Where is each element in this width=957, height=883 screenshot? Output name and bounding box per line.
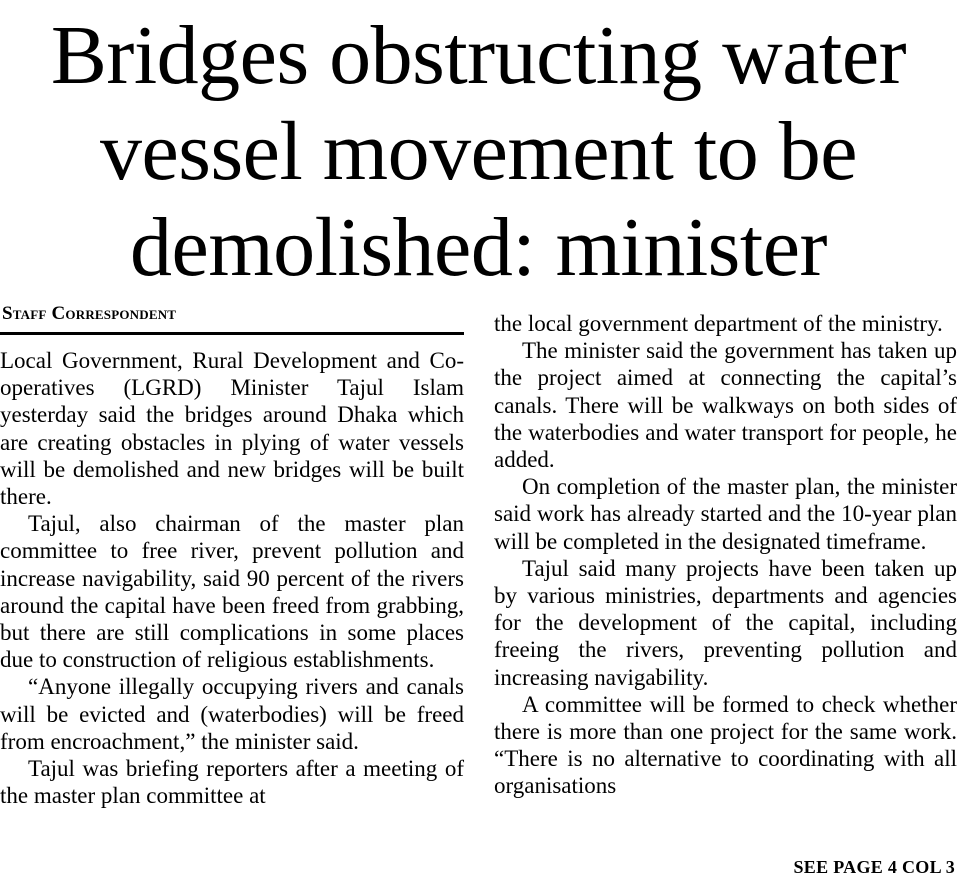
byline-divider xyxy=(0,332,464,335)
byline: Staff Correspondent xyxy=(2,303,177,324)
left-paragraph-2: Tajul, also chairman of the master plan committee to free river, prevent pollution and increase navigability, said 90 percent of the rivers around the capital have been freed from grabbing, but there are still complications in some places due to construction of religious establishments. xyxy=(0,511,464,673)
right-paragraph-2: The minister said the government has taken up the project aimed at connecting the capital’s canals. There will be walkways on both sides of the waterbodies and water transport for people, he added. xyxy=(494,338,957,473)
left-paragraph-3: “Anyone illegally occupying rivers and canals will be evicted and (waterbodies) will be freed from encroachment,” the minister said. xyxy=(0,674,464,754)
right-paragraph-5: A committee will be formed to check whether there is more than one project for the same work. “There is no alternative to coordinating with all organisations xyxy=(494,691,957,799)
left-paragraph-1: Local Government, Rural Development and Co-operatives (LGRD) Minister Tajul Islam yesterday said the bridges around Dhaka which are creating obstacles in plying of water vessels will be demolished and new bridges will be built there. xyxy=(0,348,464,510)
left-column xyxy=(0,347,464,809)
article-headline xyxy=(0,8,957,296)
left-paragraph-4: Tajul was briefing reporters after a meeting of the master plan committee at xyxy=(0,756,464,809)
right-column xyxy=(494,310,957,800)
continuation-jump-line: SEE PAGE 4 COL 3 xyxy=(793,857,955,877)
right-paragraph-4: Tajul said many projects have been taken up by various ministries, departments and agencies for the development of the capital, including freeing the rivers, preventing pollution and increasing navigability. xyxy=(494,555,957,690)
right-paragraph-3: On completion of the master plan, the minister said work has already started and the 10-year plan will be completed in the designated timeframe. xyxy=(494,474,957,554)
headline-line-3: demolished: minister xyxy=(130,201,827,294)
right-paragraph-1: the local government department of the ministry. xyxy=(494,311,943,336)
headline-line-1: Bridges obstructing water xyxy=(50,9,907,102)
headline-line-2: vessel movement to be xyxy=(100,105,857,198)
